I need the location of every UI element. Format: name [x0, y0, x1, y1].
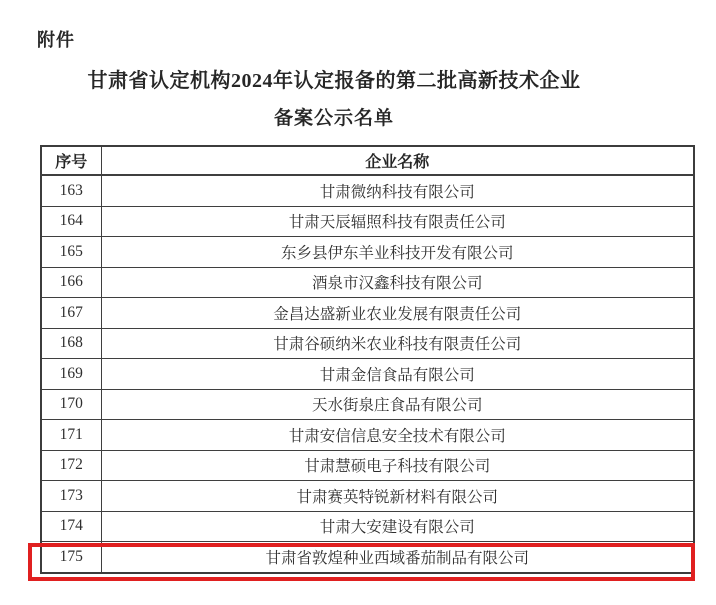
row-serial-cell: 171	[41, 420, 101, 451]
row-serial-cell: 164	[41, 206, 101, 237]
row-company-name-cell: 甘肃天辰辐照科技有限责任公司	[101, 206, 694, 237]
row-serial-cell: 169	[41, 359, 101, 390]
row-company-name-cell: 金昌达盛新业农业发展有限责任公司	[101, 298, 694, 329]
row-company-name-cell: 东乡县伊东羊业科技开发有限公司	[101, 237, 694, 268]
column-header-company-name: 企业名称	[101, 146, 694, 175]
page-title: 甘肃省认定机构2024年认定报备的第二批高新技术企业	[87, 70, 581, 92]
row-company-name-cell: 甘肃安信信息安全技术有限公司	[101, 420, 694, 451]
table-row	[41, 175, 694, 206]
column-header-serial: 序号	[41, 146, 101, 175]
row-company-name-cell: 甘肃金信食品有限公司	[101, 359, 694, 390]
row-company-name-cell: 甘肃省敦煌种业西域番茄制品有限公司	[101, 542, 694, 573]
table-row	[41, 328, 694, 359]
row-company-name-cell: 天水街泉庄食品有限公司	[101, 389, 694, 420]
table-row	[41, 359, 694, 390]
row-serial-cell: 172	[41, 450, 101, 481]
row-company-name-cell: 甘肃大安建设有限公司	[101, 511, 694, 542]
row-company-name-cell: 甘肃慧硕电子科技有限公司	[101, 450, 694, 481]
company-table-wrap	[40, 145, 695, 574]
row-serial-cell: 167	[41, 298, 101, 329]
title-block	[0, 68, 668, 132]
table-row	[41, 267, 694, 298]
row-company-name-cell: 甘肃谷硕纳米农业科技有限责任公司	[101, 328, 694, 359]
table-row	[41, 481, 694, 512]
row-company-name-cell: 甘肃赛英特锐新材料有限公司	[101, 481, 694, 512]
row-company-name-cell: 酒泉市汉鑫科技有限公司	[101, 267, 694, 298]
company-table	[40, 145, 695, 574]
table-row	[41, 420, 694, 451]
row-serial-cell: 173	[41, 481, 101, 512]
row-serial-cell: 166	[41, 267, 101, 298]
table-body	[41, 175, 694, 573]
row-serial-cell: 170	[41, 389, 101, 420]
row-serial-cell: 168	[41, 328, 101, 359]
table-row	[41, 206, 694, 237]
page-subtitle: 备案公示名单	[273, 108, 394, 129]
table-row	[41, 511, 694, 542]
row-serial-cell: 165	[41, 237, 101, 268]
table-row	[41, 450, 694, 481]
table-row	[41, 542, 694, 573]
row-serial-cell: 174	[41, 511, 101, 542]
table-header-row	[41, 146, 694, 175]
table-row	[41, 389, 694, 420]
table-row	[41, 237, 694, 268]
row-serial-cell: 163	[41, 175, 101, 206]
row-serial-cell: 175	[41, 542, 101, 573]
row-company-name-cell: 甘肃微纳科技有限公司	[101, 175, 694, 206]
table-row	[41, 298, 694, 329]
attachment-label: 附件	[37, 30, 75, 50]
